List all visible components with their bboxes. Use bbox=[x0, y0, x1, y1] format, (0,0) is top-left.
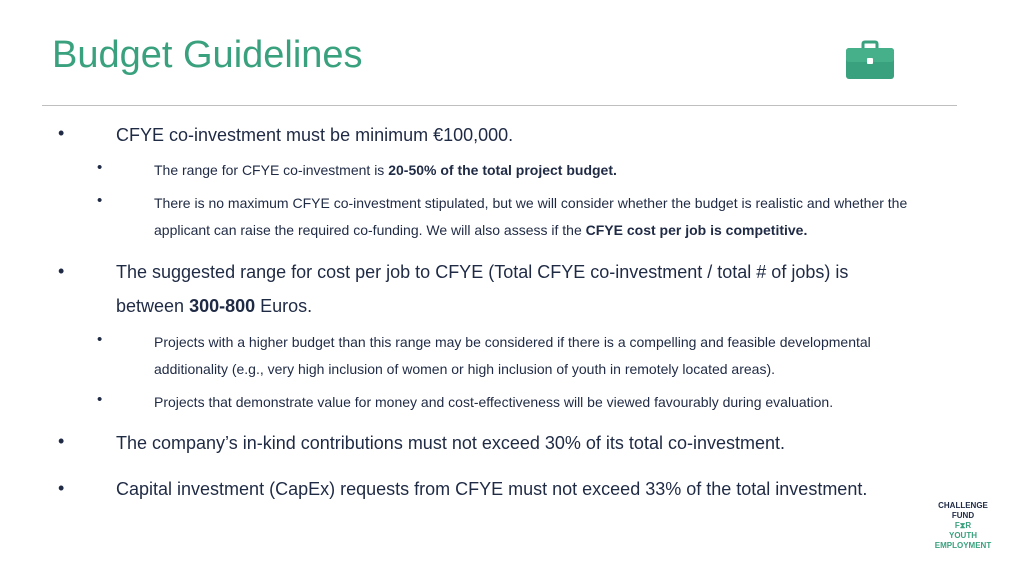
sub-bullet-marker: • bbox=[97, 391, 103, 408]
logo-line-4: YOUTH bbox=[949, 531, 977, 540]
bullet-marker: • bbox=[58, 261, 65, 281]
title-divider bbox=[42, 105, 957, 106]
logo-line-3: F⧗R bbox=[954, 521, 972, 530]
cfye-logo bbox=[924, 501, 1002, 551]
bullet-marker: • bbox=[58, 431, 65, 451]
bullet-1-sub-1-text: The range for CFYE co-investment is bbox=[154, 162, 389, 178]
bullet-2-text: The suggested range for cost per job to CFYE (Total CFYE co-investment / total # of jobs) is between bbox=[116, 262, 849, 316]
logo-line-2: FUND bbox=[951, 511, 975, 520]
logo-line-1: CHALLENGE bbox=[938, 501, 988, 510]
bullet-marker: • bbox=[58, 123, 65, 143]
sub-bullet-marker: • bbox=[97, 331, 103, 348]
bullet-marker: • bbox=[58, 478, 65, 498]
bullet-2-sub-1 bbox=[154, 329, 934, 383]
bullet-1-sub-2 bbox=[154, 190, 959, 244]
sub-bullet-marker: • bbox=[97, 159, 103, 176]
bullet-2-sub-1-text: Projects with a higher budget than this range may be considered if there is a compelling and feasible developmental additionality (e.g., very high inclusion of women or high inclusion of youth in remotely located areas). bbox=[154, 334, 871, 377]
bullet-2-text-end: Euros. bbox=[255, 296, 313, 316]
bullet-2-sub-2-text: Projects that demonstrate value for money and cost-effectiveness will be viewed favourably during evaluation. bbox=[154, 394, 834, 410]
slide-title: Budget Guidelines bbox=[52, 34, 363, 76]
bullet-2-sub-2 bbox=[154, 389, 954, 416]
bullet-1 bbox=[116, 118, 956, 152]
bullet-4 bbox=[116, 472, 926, 506]
bullet-1-sub-1 bbox=[154, 157, 954, 184]
logo-line-5: EMPLOYMENT bbox=[934, 541, 992, 550]
bullet-1-sub-1-bold: 20-50% of the total project budget. bbox=[388, 162, 617, 178]
bullet-1-text: CFYE co-investment must be minimum €100,000. bbox=[116, 125, 514, 145]
bullet-2 bbox=[116, 255, 906, 323]
briefcase-icon bbox=[845, 40, 895, 80]
bullet-1-sub-2-bold: CFYE cost per job is competitive. bbox=[585, 222, 808, 238]
bullet-3 bbox=[116, 426, 956, 460]
bullet-3-text: The company’s in-kind contributions must not exceed 30% of its total co-investment. bbox=[116, 433, 785, 453]
bullet-4-text: Capital investment (CapEx) requests from CFYE must not exceed 33% of the total investment. bbox=[116, 479, 868, 499]
sub-bullet-marker: • bbox=[97, 192, 103, 209]
bullet-1-sub-2-text: There is no maximum CFYE co-investment stipulated, but we will consider whether the budget is realistic and whether the applicant can raise the required co-funding. We will also assess if the bbox=[154, 195, 908, 238]
bullet-2-bold: 300-800 bbox=[189, 296, 256, 316]
